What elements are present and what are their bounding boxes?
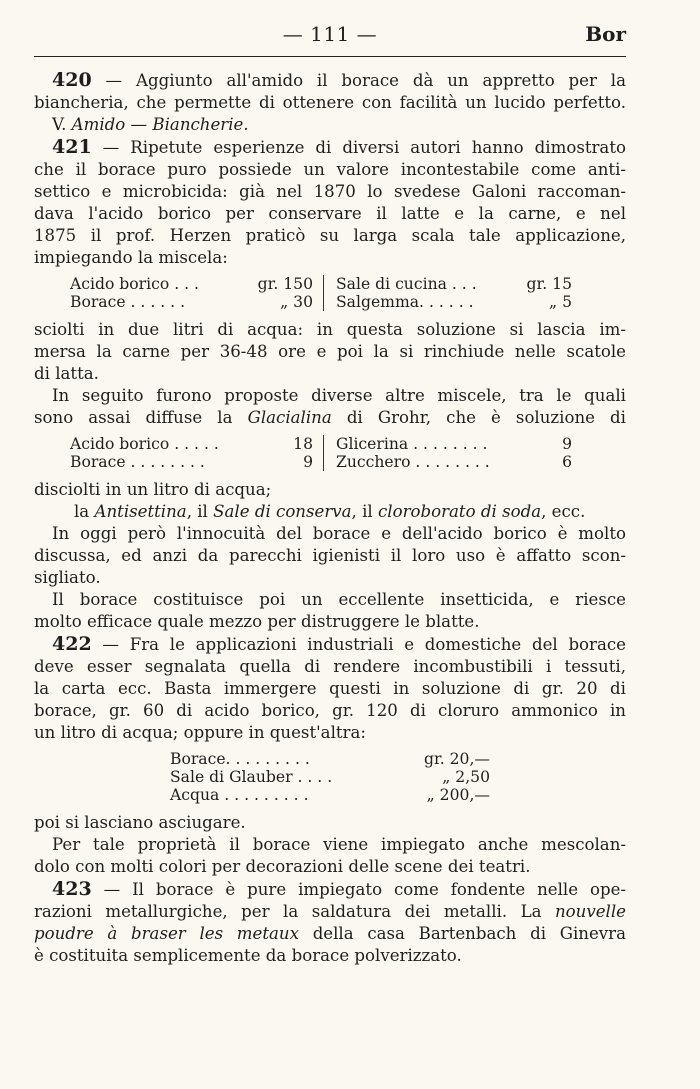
text-line: In seguito furono proposte diverse altre miscele, tra le quali [52, 386, 626, 405]
text-line: discussa, ed anzi da parecchi igienisti il loro uso è affatto scon- [34, 546, 626, 565]
entry-421-line-1: 421 — Ripetute esperienze di diversi autori hanno dimostrato [52, 136, 626, 158]
text-line: razioni metallurgiche, per la saldatura dei metalli. La nouvelle [34, 902, 626, 921]
text-line: è costituita semplicemente da borace polverizzato. [34, 946, 462, 965]
text-line: Il borace costituisce poi un eccellente insetticida, e riesce [52, 590, 626, 609]
recipe-row: Acqua . . . . . . . . . „ 200,— [170, 786, 490, 804]
recipe-column-left [70, 275, 324, 311]
text-line: dava l'acido borico per conservare il latte e la carne, e nel [34, 204, 626, 223]
recipe-row: Acido borico . . . . . 18 [70, 435, 313, 453]
recipe-table-herzen [70, 275, 626, 311]
text-line: deve esser segnalata quella di rendere incombustibili i tessuti, [34, 657, 626, 676]
recipe-table-ignifugo [170, 750, 490, 804]
recipe-row: Glicerina . . . . . . . . 9 [336, 435, 572, 453]
text-line: che il borace puro possiede un valore incontestabile come anti- [34, 160, 626, 179]
text-line: In oggi però l'innocuità del borace e dell'acido borico è molto [52, 524, 626, 543]
recipe-row: Salgemma. . . . . . „ 5 [336, 293, 572, 311]
text-line: disciolti in un litro di acqua; [34, 480, 272, 499]
text-line: poudre à braser les metaux della casa Bartenbach di Ginevra [34, 924, 626, 943]
recipe-row: Zucchero . . . . . . . . 6 [336, 453, 572, 471]
entry-421 [34, 136, 626, 633]
text-line: un litro di acqua; oppure in quest'altra: [34, 723, 366, 742]
entry-422-line-1: 422 — Fra le applicazioni industriali e domestiche del borace [52, 633, 626, 655]
entry-420 [34, 69, 626, 136]
entry-423-line-1: 423 — Il borace è pure impiegato come fondente nelle ope- [52, 878, 626, 900]
text-line: settico e microbicida: già nel 1870 lo svedese Galoni raccoman- [34, 182, 626, 201]
recipe-row: Acido borico . . . gr. 150 [70, 275, 313, 293]
page-number: — 111 — [282, 22, 378, 46]
recipe-column-right [324, 275, 572, 311]
running-head: Bor [585, 22, 626, 46]
recipe-column-left [70, 435, 324, 471]
recipe-column-right [324, 435, 572, 471]
entry-number: 421 [52, 136, 92, 158]
text-line: molto efficace quale mezzo per distruggere le blatte. [34, 612, 480, 631]
text-line: dolo con molti colori per decorazioni delle scene dei teatri. [34, 857, 531, 876]
text-line: borace, gr. 60 di acido borico, gr. 120 di cloruro ammonico in [34, 701, 626, 720]
entry-420-line-1: 420 — Aggiunto all'amido il borace dà un appretto per la [52, 69, 626, 91]
recipe-row: Sale di cucina . . . gr. 15 [336, 275, 572, 293]
text-line: la Antisettina, il Sale di conserva, il cloroborato di soda, ecc. [74, 502, 586, 521]
entry-number: 423 [52, 878, 92, 900]
text-line: mersa la carne per 36-48 ore e poi la si rinchiude nelle scatole [34, 342, 626, 361]
recipe-row: Sale di Glauber . . . . „ 2,50 [170, 768, 490, 786]
recipe-row: Borace . . . . . . „ 30 [70, 293, 313, 311]
recipe-table-glacialina [70, 435, 626, 471]
entry-422 [34, 633, 626, 878]
text-line: Per tale proprietà il borace viene impiegato anche mescolan- [52, 835, 626, 854]
cross-reference: V. Amido — Biancherie. [52, 115, 249, 134]
page-body [34, 69, 626, 967]
text-line: sciolti in due litri di acqua: in questa soluzione si lascia im- [34, 320, 626, 339]
text-line: sono assai diffuse la Glacialina di Grohr, che è soluzione di [34, 408, 626, 427]
entry-number: 422 [52, 633, 92, 655]
text-line: sigliato. [34, 568, 101, 587]
recipe-row: Borace . . . . . . . . 9 [70, 453, 313, 471]
entry-420-line-2: biancheria, che permette di ottenere con facilità un lucido perfetto. [34, 93, 626, 112]
text-line: la carta ecc. Basta immergere questi in soluzione di gr. 20 di [34, 679, 626, 698]
page-header [34, 20, 626, 60]
entry-number: 420 [52, 69, 92, 91]
text-line: 1875 il prof. Herzen praticò su larga scala tale applicazione, [34, 226, 626, 245]
text-line: poi si lasciano asciugare. [34, 813, 246, 832]
text-line: impiegando la miscela: [34, 248, 228, 267]
recipe-row: Borace. . . . . . . . . gr. 20,— [170, 750, 490, 768]
header-rule [34, 56, 626, 57]
entry-423 [34, 878, 626, 967]
text-line: di latta. [34, 364, 99, 383]
